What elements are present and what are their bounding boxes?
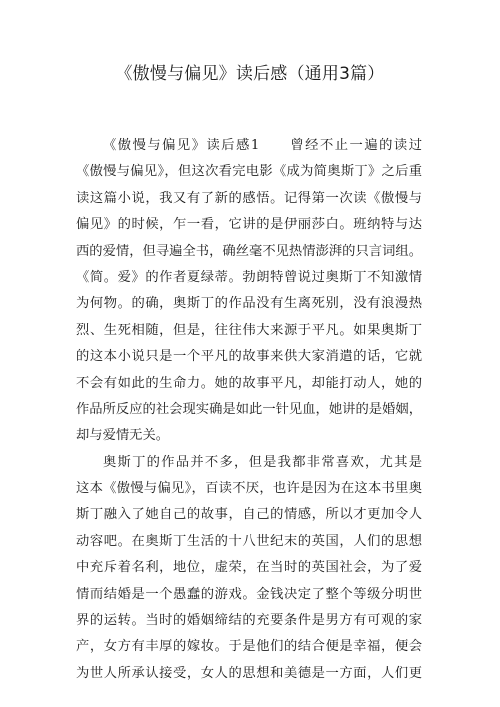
text-line: 这本《傲慢与偏见》，百读不厌，也许是因为在这本书里奥 xyxy=(76,481,422,497)
document-body xyxy=(76,133,422,687)
text-line: 中充斥着名利，地位，虚荣，在当时的英国社会，为了爱 xyxy=(76,560,422,576)
text-line: 为世人所承认接受，女人的思想和美德是一方面，人们更 xyxy=(76,665,422,681)
text-line: 界的运转。当时的婚姻缔结的充要条件是男方有可观的家 xyxy=(76,613,422,629)
text-line: 《简。爱》的作者夏绿蒂。勃朗特曾说过奥斯丁不知激情 xyxy=(76,269,422,285)
text-line: 却与爱情无关。 xyxy=(76,428,170,444)
text-line: 烈、生死相随，但是，往往伟大来源于平凡。如果奥斯丁 xyxy=(76,322,422,338)
text-line: 不会有如此的生命力。她的故事平凡，却能打动人，她的 xyxy=(76,375,422,391)
text-line: 《傲慢与偏见》，但这次看完电影《成为简奥斯丁》之后重 xyxy=(76,164,422,180)
text-line: 情而结婚是一个愚蠢的游戏。金钱决定了整个等级分明世 xyxy=(76,586,422,602)
text-line: 产，女方有丰厚的嫁妆。于是他们的结合便是幸福，便会 xyxy=(76,639,422,655)
text-line: 为何物。的确，奥斯丁的作品没有生离死别，没有浪漫热 xyxy=(76,296,422,312)
text-line: 奥斯丁的作品并不多，但是我都非常喜欢，尤其是 xyxy=(103,454,422,470)
text-line: 动容吧。在奥斯丁生活的十八世纪末的英国，人们的思想 xyxy=(76,533,422,549)
text-line: 斯丁融入了她自己的故事，自己的情感，所以才更加令人 xyxy=(76,507,422,523)
text-line: 《傲慢与偏见》读后感1 曾经不止一遍的读过 xyxy=(103,138,422,153)
text-line: 西的爱情，但寻遍全书，确丝毫不见热情澎湃的只言词组。 xyxy=(76,243,422,259)
text-line: 读这篇小说，我又有了新的感悟。记得第一次读《傲慢与 xyxy=(76,190,422,206)
document-title: 《傲慢与偏见》读后感（通用3篇） xyxy=(115,64,385,84)
text-line: 的这本小说只是一个平凡的故事来供大家消遣的话，它就 xyxy=(76,349,422,365)
text-line: 作品所反应的社会现实确是如此一针见血，她讲的是婚姻， xyxy=(76,401,422,417)
text-line: 偏见》的时候，乍一看，它讲的是伊丽莎白。班纳特与达 xyxy=(76,217,422,233)
